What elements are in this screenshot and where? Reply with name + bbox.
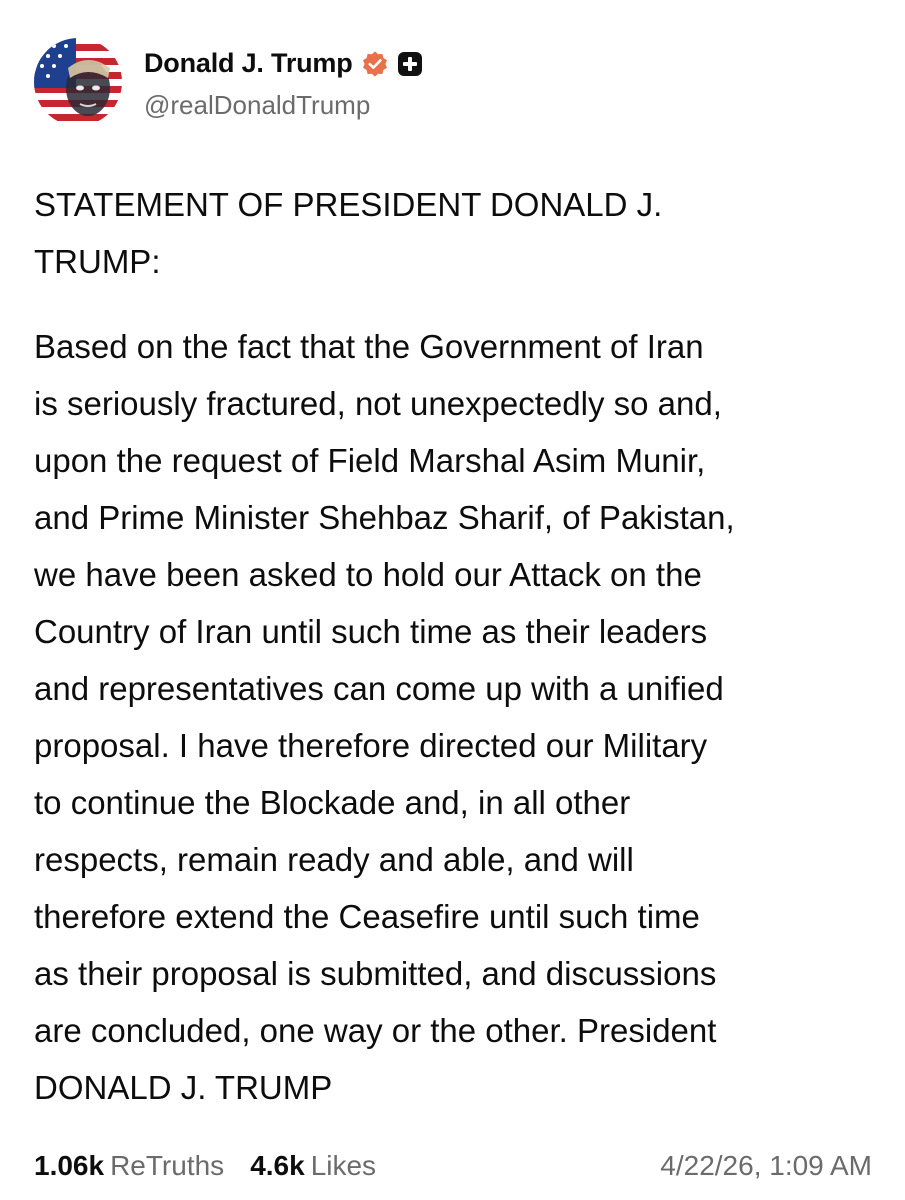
post-body-line: and representatives can come up with a unified: [34, 670, 724, 707]
likes-count: 4.6k: [250, 1150, 305, 1181]
post-body-line: Country of Iran until such time as their leaders: [34, 613, 708, 650]
post-body-line: Based on the fact that the Government of Iran: [34, 328, 704, 365]
post-body-line: as their proposal is submitted, and discussions: [34, 955, 717, 992]
post-body-line: is seriously fractured, not unexpectedly so and,: [34, 385, 722, 422]
author-handle[interactable]: @realDonaldTrump: [144, 89, 371, 120]
profile-avatar-icon: [34, 38, 122, 126]
post-body-line: upon the request of Field Marshal Asim Munir,: [34, 442, 706, 479]
verified-badge-icon: [361, 50, 389, 78]
post-body-line: DONALD J. TRUMP: [34, 1069, 333, 1106]
post-body-line: proposal. I have therefore directed our Military: [34, 727, 708, 764]
post-body-line: therefore extend the Ceasefire until such time: [34, 898, 700, 935]
retruths-label: ReTruths: [110, 1150, 225, 1181]
avatar[interactable]: [34, 38, 122, 126]
post-body-line: and Prime Minister Shehbaz Sharif, of Pakistan,: [34, 499, 735, 536]
retruths-stat[interactable]: [34, 1150, 224, 1182]
plus-badge-icon: [397, 51, 423, 77]
post-title: [34, 176, 874, 290]
post-body-line: respects, remain ready and able, and will: [34, 841, 634, 878]
name-row: [144, 44, 423, 84]
post-header: [34, 38, 423, 126]
post-content: [34, 176, 874, 1116]
post-body-line: we have been asked to hold our Attack on the: [34, 556, 702, 593]
post-title-line: STATEMENT OF PRESIDENT DONALD J.: [34, 186, 663, 223]
post-title-line: TRUMP:: [34, 243, 161, 280]
likes-label: Likes: [310, 1150, 377, 1181]
post-timestamp[interactable]: 4/22/26, 1:09 AM: [660, 1150, 872, 1181]
author-identity: [144, 44, 423, 121]
author-display-name[interactable]: Donald J. Trump: [144, 48, 353, 78]
post-footer: [34, 1150, 872, 1182]
likes-stat[interactable]: [250, 1150, 376, 1182]
retruths-count: 1.06k: [34, 1150, 105, 1181]
post-body: [34, 318, 874, 1116]
post-body-line: are concluded, one way or the other. President: [34, 1012, 717, 1049]
post-body-line: to continue the Blockade and, in all other: [34, 784, 631, 821]
